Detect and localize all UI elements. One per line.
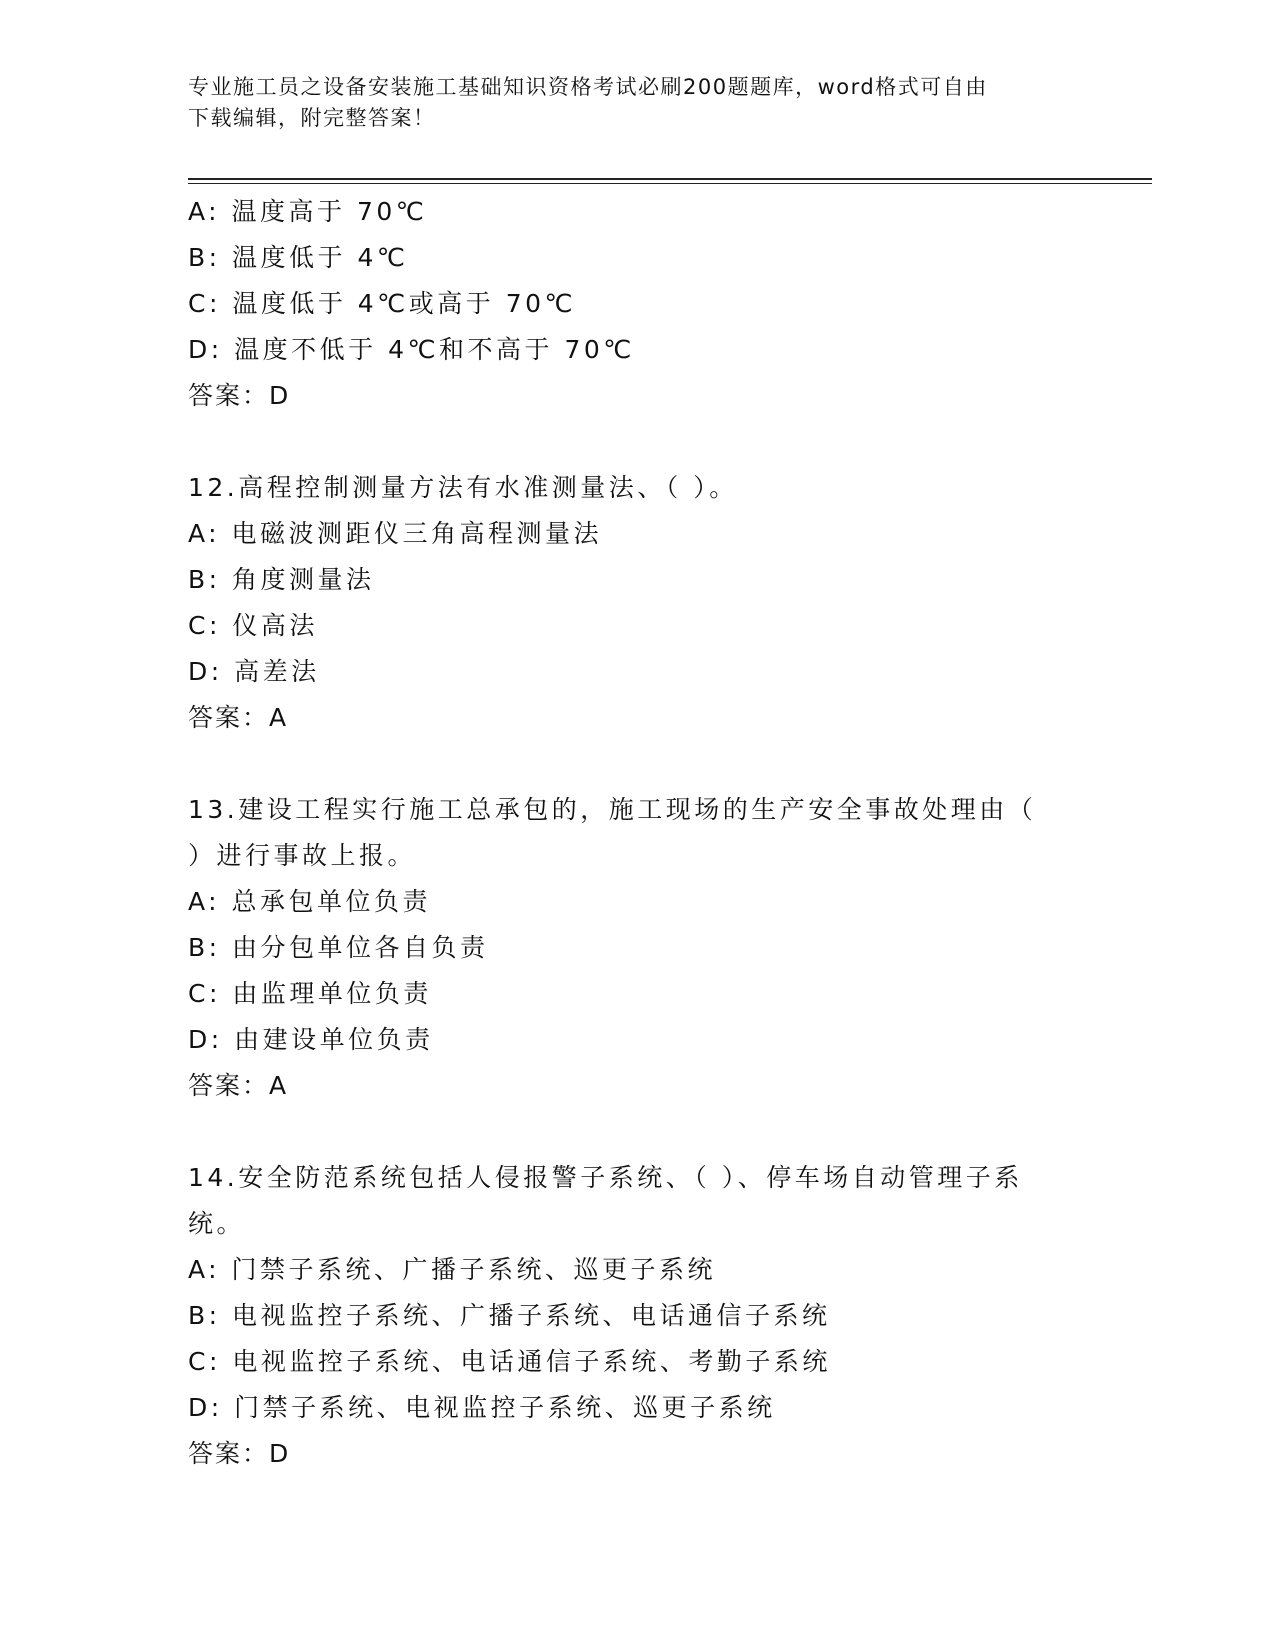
answer: 答案：A	[188, 1071, 289, 1100]
question-stem: 13.建设工程实行施工总承包的，施工现场的生产安全事故处理由（	[188, 795, 1037, 824]
option-a: A: 总承包单位负责	[188, 887, 432, 916]
option-c: C: 温度低于 4℃或高于 70℃	[188, 289, 577, 318]
option-c: C: 由监理单位负责	[188, 979, 432, 1008]
question-13	[188, 787, 1088, 1109]
question-stem-continued: 统。	[188, 1209, 246, 1238]
header-line-2: 下载编辑，附完整答案！	[188, 106, 436, 130]
header-divider-thick	[188, 178, 1152, 180]
option-b: B: 由分包单位各自负责	[188, 933, 489, 962]
option-c: C: 电视监控子系统、电话通信子系统、考勤子系统	[188, 1347, 831, 1376]
option-d: D: 温度不低于 4℃和不高于 70℃	[188, 335, 635, 364]
option-b: B: 角度测量法	[188, 565, 375, 594]
option-d: D: 由建设单位负责	[188, 1025, 434, 1054]
question-14	[188, 1155, 1088, 1477]
option-c: C: 仪高法	[188, 611, 318, 640]
answer: 答案：A	[188, 703, 289, 732]
header-divider-thin	[188, 183, 1152, 184]
option-b: B: 电视监控子系统、广播子系统、电话通信子系统	[188, 1301, 831, 1330]
option-d: D: 高差法	[188, 657, 320, 686]
header-line-1: 专业施工员之设备安装施工基础知识资格考试必刷200题题库，word格式可自由	[188, 75, 988, 99]
option-a: A: 电磁波测距仪三角高程测量法	[188, 519, 603, 548]
question-11	[188, 189, 1088, 419]
option-b: B: 温度低于 4℃	[188, 243, 409, 272]
option-a: A: 门禁子系统、广播子系统、巡更子系统	[188, 1255, 717, 1284]
answer: 答案：D	[188, 1439, 291, 1468]
option-d: D: 门禁子系统、电视监控子系统、巡更子系统	[188, 1393, 776, 1422]
answer: 答案：D	[188, 381, 291, 410]
question-list	[188, 189, 1088, 1477]
option-a: A: 温度高于 70℃	[188, 197, 428, 226]
question-12	[188, 465, 1088, 741]
document-header	[188, 72, 1068, 134]
question-stem: 12.高程控制测量方法有水准测量法、（ ）。	[188, 473, 738, 502]
question-stem-continued: ）进行事故上报。	[188, 841, 417, 870]
question-stem: 14.安全防范系统包括人侵报警子系统、（ ）、停车场自动管理子系	[188, 1163, 1023, 1192]
